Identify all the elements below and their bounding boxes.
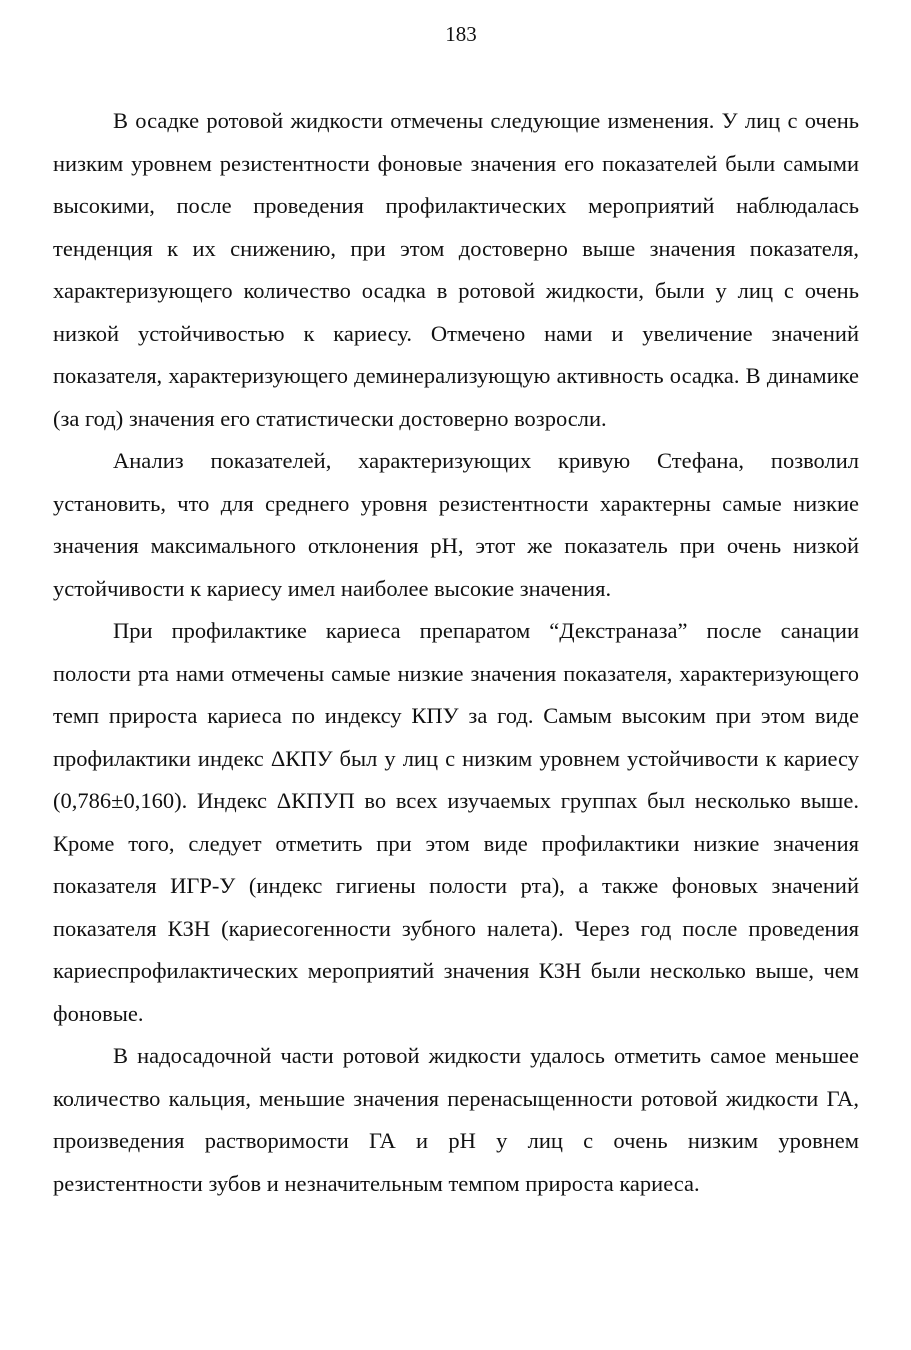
paragraph-1: В осадке ротовой жидкости отмечены следующие изменения. У лиц с очень низким уровнем резистентности фоновые значения его показателей были самыми высокими, после проведения профилактических мероприятий наблюдалась тенденция к их снижению, при этом достоверно выше значения показателя, характеризующего количество осадка в ротовой жидкости, были у лиц с очень низкой устойчивостью к кариесу. Отмечено нами и увеличение значений показателя, характеризующего деминерализующую активность осадка. В динамике (за год) значения его статистически достоверно возросли. <box>53 108 859 431</box>
page-number: 183 <box>445 22 477 46</box>
document-page <box>53 0 859 1205</box>
paragraph-4: В надосадочной части ротовой жидкости удалось отметить самое меньшее количество кальция, меньшие значения перенасыщенности ротовой жидкости ГА, произведения растворимости ГА и pH у лиц с очень низким уровнем резистентности зубов и незначительным темпом прироста кариеса. <box>53 1043 859 1196</box>
paragraph-2: Анализ показателей, характеризующих кривую Стефана, позволил установить, что для среднего уровня резистентности характерны самые низкие значения максимального отклонения pH, этот же показатель при очень низкой устойчивости к кариесу имел наиболее высокие значения. <box>53 448 859 601</box>
body-text <box>53 100 859 1205</box>
paragraph-3: При профилактике кариеса препаратом “Декстраназа” после санации полости рта нами отмечены самые низкие значения показателя, характеризующего темп прироста кариеса по индексу КПУ за год. Самым высоким при этом виде профилактики индекс ΔКПУ был у лиц с низким уровнем устойчивости к кариесу (0,786±0,160). Индекс ΔКПУП во всех изучаемых группах был несколько выше. Кроме того, следует отметить при этом виде профилактики низкие значения показателя ИГР-У (индекс гигиены полости рта), а также фоновых значений показателя КЗН (кариесогенности зубного налета). Через год после проведения кариеспрофилактических мероприятий значения КЗН были несколько выше, чем фоновые. <box>53 618 859 1026</box>
